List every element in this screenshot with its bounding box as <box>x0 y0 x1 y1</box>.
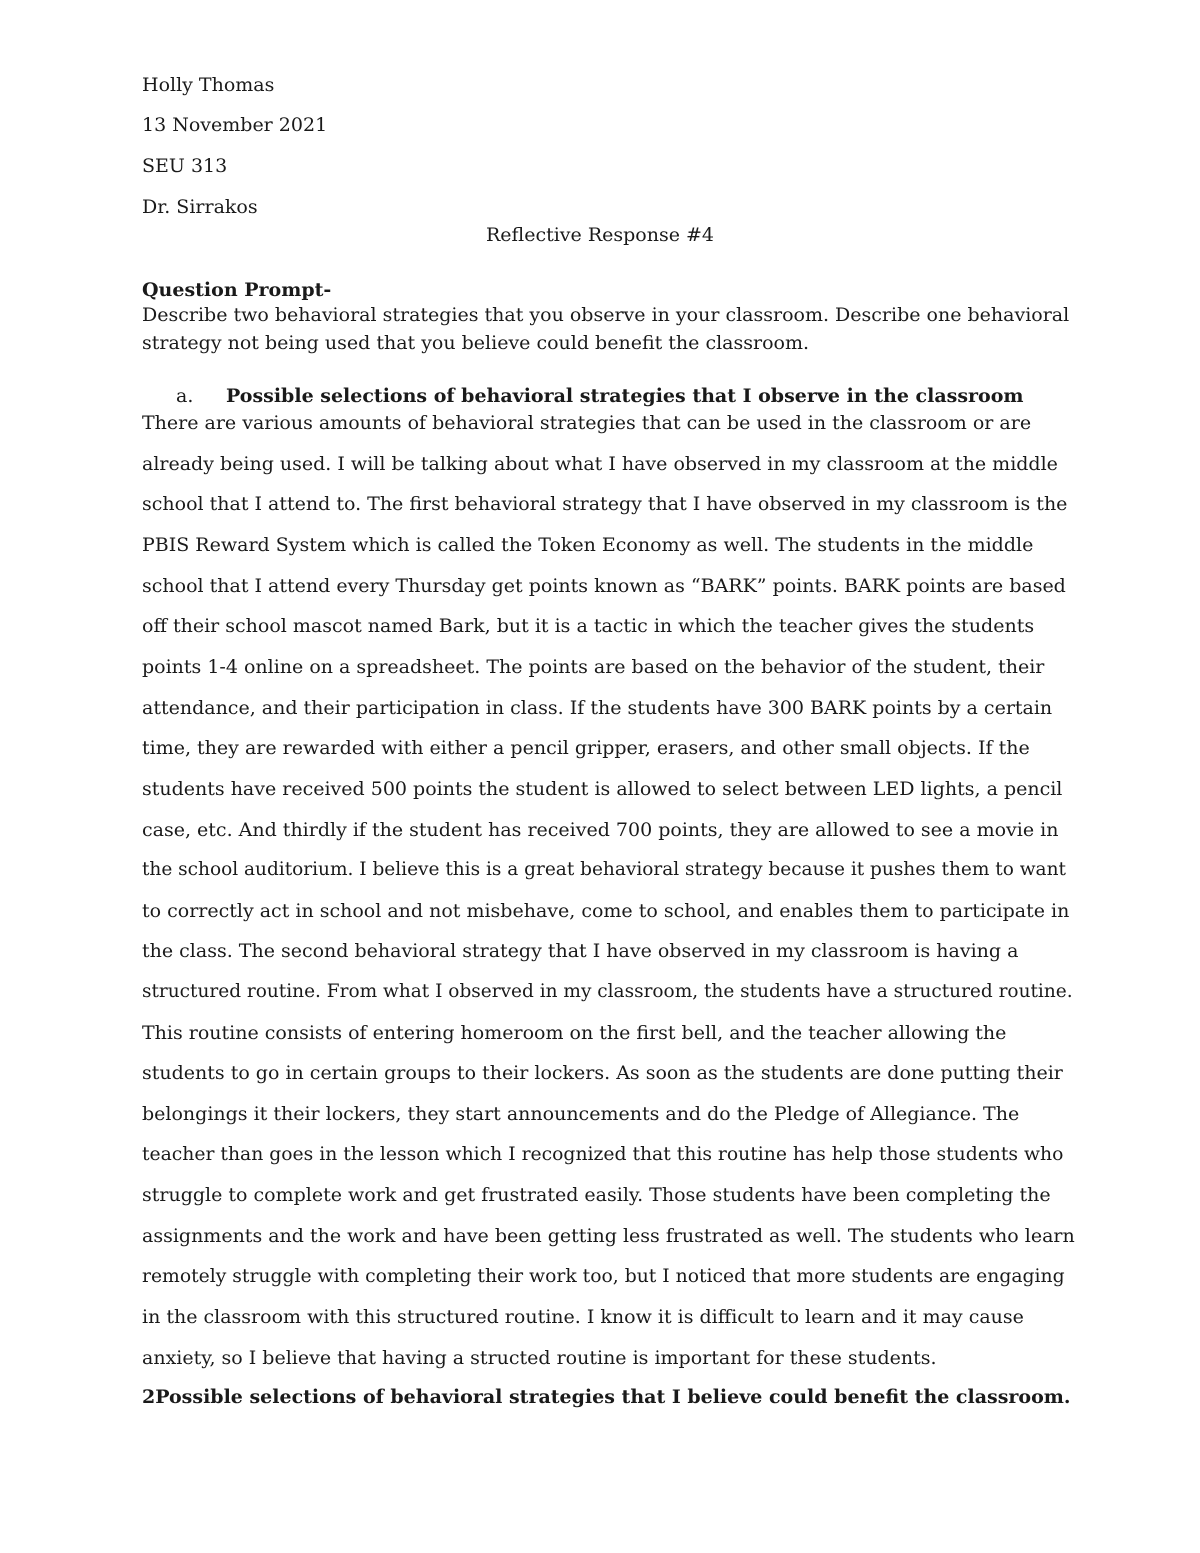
prompt-line: strategy not being used that you believe could benefit the classroom. <box>142 332 810 354</box>
body-line: There are various amounts of behavioral strategies that can be used in the classroom or are <box>142 412 1032 434</box>
body-line: to correctly act in school and not misbehave, come to school, and enables them to participate in <box>142 899 1070 922</box>
prompt-line: Describe two behavioral strategies that you observe in your classroom. Describe one behavioral <box>142 304 1070 326</box>
body-line: teacher than goes in the lesson which I recognized that this routine has help those students who <box>142 1143 1064 1165</box>
body-line: school that I attend to. The first behavioral strategy that I have observed in my classroom is the <box>142 493 1068 516</box>
body-line: anxiety, so I believe that having a structed routine is important for these students. <box>142 1346 937 1369</box>
author-name: Holly Thomas <box>142 74 275 96</box>
body-line: the school auditorium. I believe this is a great behavioral strategy because it pushes them to want <box>142 859 1066 881</box>
prompt-heading: Question Prompt- <box>142 279 332 301</box>
body-line: points 1-4 online on a spreadsheet. The points are based on the behavior of the student, their <box>142 655 1045 678</box>
section-a-heading: Possible selections of behavioral strategies that I observe in the classroom <box>226 385 1024 407</box>
body-line: This routine consists of entering homeroom on the first bell, and the teacher allowing the <box>142 1021 1007 1044</box>
list-marker-a: a. <box>176 385 194 407</box>
document-title: Reflective Response #4 <box>485 224 715 246</box>
body-line: in the classroom with this structured routine. I know it is difficult to learn and it may cause <box>142 1306 1024 1329</box>
instructor-name: Dr. Sirrakos <box>142 196 258 218</box>
body-line: students to go in certain groups to their lockers. As soon as the students are done putting their <box>142 1062 1063 1085</box>
body-line: structured routine. From what I observed in my classroom, the students have a structured routine. <box>142 981 1073 1003</box>
body-line: belongings it their lockers, they start announcements and do the Pledge of Allegiance. The <box>142 1103 1020 1126</box>
body-line: off their school mascot named Bark, but it is a tactic in which the teacher gives the students <box>142 615 1035 638</box>
body-line: remotely struggle with completing their work too, but I noticed that more students are engaging <box>142 1265 1065 1287</box>
body-line: students have received 500 points the student is allowed to select between LED lights, a pencil <box>142 777 1063 800</box>
body-line: attendance, and their participation in class. If the students have 300 BARK points by a certain <box>142 696 1053 719</box>
section-2-heading: 2Possible selections of behavioral strategies that I believe could benefit the classroom. <box>142 1386 1071 1408</box>
body-line: struggle to complete work and get frustrated easily. Those students have been completing the <box>142 1184 1051 1207</box>
body-line: assignments and the work and have been getting less frustrated as well. The students who learn <box>142 1225 1075 1247</box>
body-line: PBIS Reward System which is called the Token Economy as well. The students in the middle <box>142 533 1034 556</box>
body-line: case, etc. And thirdly if the student has received 700 points, they are allowed to see a movie in <box>142 818 1059 841</box>
course-code: SEU 313 <box>142 155 228 177</box>
document-date: 13 November 2021 <box>142 114 328 136</box>
body-line: the class. The second behavioral strategy that I have observed in my classroom is having a <box>142 940 1019 963</box>
body-line: already being used. I will be talking about what I have observed in my classroom at the middle <box>142 452 1058 475</box>
body-line: time, they are rewarded with either a pencil gripper, erasers, and other small objects. If the <box>142 737 1030 760</box>
body-line: school that I attend every Thursday get points known as “BARK” points. BARK points are based <box>142 574 1066 597</box>
